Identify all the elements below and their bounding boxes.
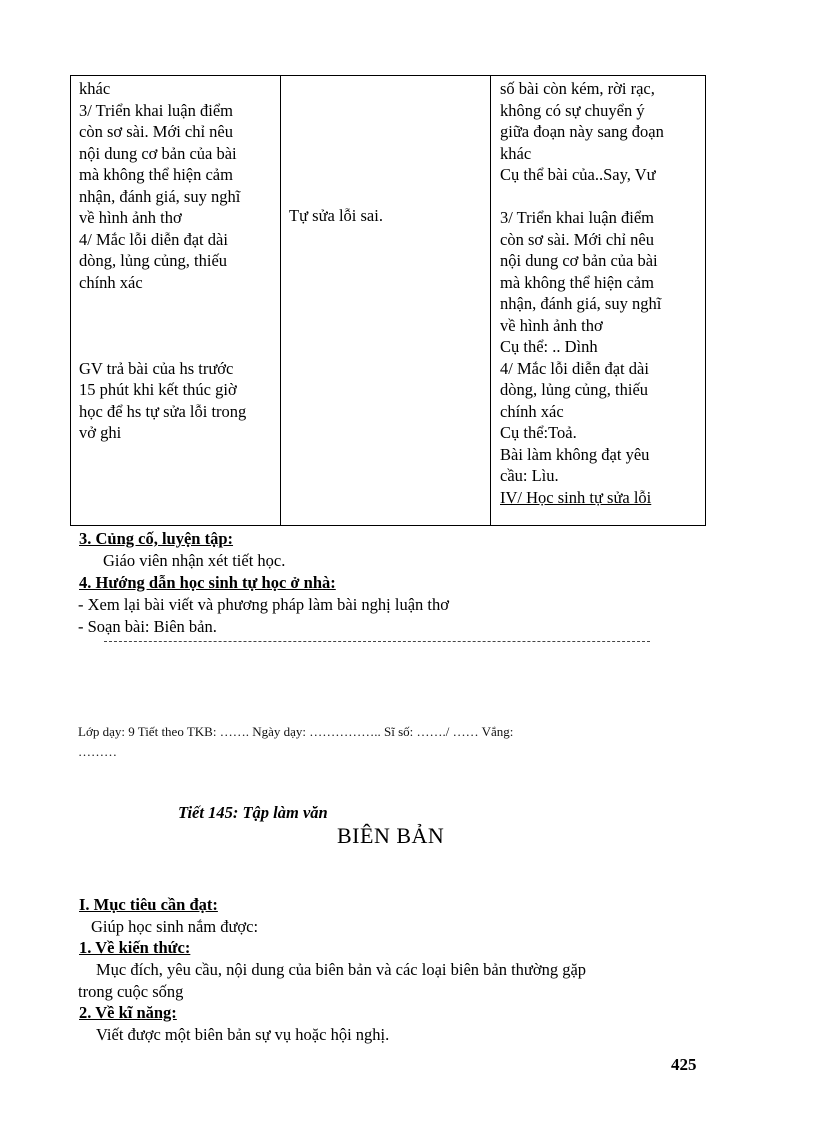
table-column-teacher [71, 76, 281, 525]
lesson-subtitle: Tiết 145: Tập làm văn [178, 803, 328, 822]
table-line: 3/ Triển khai luận điểm [79, 100, 233, 120]
body-text: Mục đích, yêu cầu, nội dung của biên bản và các loại biên bản thường gặp [96, 960, 587, 979]
page-title: BIÊN BẢN [337, 823, 445, 848]
section-heading: 2. Về kĩ năng: [79, 1003, 177, 1022]
table-line: còn sơ sài. Mới chỉ nêu [500, 229, 655, 249]
class-info: ……… [78, 744, 117, 759]
table-line: khác [79, 79, 111, 98]
table-line: Bài làm không đạt yêu [500, 444, 650, 464]
table-line: giữa đoạn này sang đoạn [500, 122, 664, 141]
table-line: Cụ thể:Toả. [500, 423, 577, 442]
class-info: Lớp dạy: 9 Tiết theo TKB: ……. Ngày dạy: …………….. Sĩ số: ……./ …… Vắng: [78, 724, 514, 739]
section-heading: I. Mục tiêu cần đạt: [79, 895, 218, 914]
table-column-student [281, 76, 491, 525]
table-line: khác [500, 143, 532, 163]
table-line: mà không thể hiện cảm [500, 272, 654, 292]
body-text: Giáo viên nhận xét tiết học. [103, 551, 286, 570]
table-line: chính xác [500, 401, 564, 421]
section-heading: IV/ Học sinh tự sửa lỗi [500, 487, 652, 507]
table-column-content [491, 76, 707, 525]
table-line: Cụ thể: .. Dình [500, 337, 598, 356]
table-line: nhận, đánh giá, suy nghĩ [500, 294, 662, 313]
table-line: 15 phút khi kết thúc giờ [79, 380, 237, 399]
table-line: nhận, đánh giá, suy nghĩ [79, 186, 241, 206]
review-table [70, 75, 706, 526]
table-line: GV trả bài của hs trước [79, 358, 234, 378]
section-heading: 4. Hướng dẫn học sinh tự học ở nhà: [79, 573, 336, 592]
table-line: không có sự chuyển ý [500, 100, 645, 120]
section-heading: 1. Về kiến thức: [79, 938, 191, 957]
list-item: - Soạn bài: Biên bản. [78, 617, 217, 636]
section-heading: 3. Củng cố, luyện tập: [79, 529, 234, 548]
table-line: chính xác [79, 272, 143, 292]
table-line: Cụ thể bài của..Say, Vư [500, 165, 656, 184]
table-line: về hình ảnh thơ [79, 208, 182, 227]
table-line: về hình ảnh thơ [500, 315, 603, 335]
table-line: số bài còn kém, rời rạc, [500, 79, 655, 98]
table-line: dòng, lủng củng, thiếu [79, 251, 228, 270]
table-line: 4/ Mắc lỗi diễn đạt dài [500, 358, 649, 378]
table-line: vở ghi [79, 423, 122, 442]
table-line: cầu: Lìu. [500, 466, 559, 485]
table-line: nội dung cơ bản của bài [79, 143, 237, 163]
page-number: 425 [671, 1055, 697, 1074]
table-line: nội dung cơ bản của bài [500, 251, 658, 270]
list-item: - Xem lại bài viết và phương pháp làm bài nghị luận thơ [78, 595, 449, 614]
table-line: còn sơ sài. Mới chỉ nêu [79, 122, 234, 141]
table-line: 4/ Mắc lỗi diễn đạt dài [79, 229, 228, 249]
divider [104, 641, 650, 642]
body-text: Viết được một biên bản sự vụ hoặc hội nghị. [96, 1025, 390, 1044]
body-text: Giúp học sinh nắm được: [91, 917, 259, 936]
table-line: mà không thể hiện cảm [79, 165, 233, 184]
table-line: 3/ Triển khai luận điểm [500, 208, 654, 227]
body-text: trong cuộc sống [78, 982, 184, 1001]
table-line: dòng, lủng củng, thiếu [500, 380, 649, 399]
table-line: Tự sửa lỗi sai. [289, 206, 383, 225]
table-line: học để hs tự sửa lỗi trong [79, 401, 247, 421]
